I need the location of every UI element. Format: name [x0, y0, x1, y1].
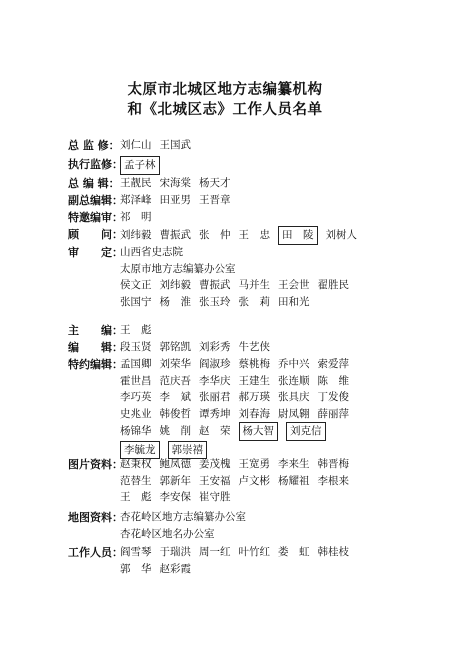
person-name: 索爱萍 — [317, 358, 349, 370]
section-names — [120, 509, 430, 542]
person-name: 孟国卿 — [120, 358, 152, 370]
person-name: 范替生 — [120, 474, 152, 487]
person-name: 李根来 — [317, 474, 349, 487]
person-name: 杨锦华 — [120, 425, 152, 437]
person-name: 王会世 — [278, 279, 310, 291]
person-name: 刘春海 — [238, 407, 270, 420]
person-name: 刘树人 — [325, 229, 357, 241]
person-name: 杨大智 — [239, 422, 279, 441]
name-line — [120, 473, 430, 490]
section-names — [120, 456, 430, 506]
section-names — [120, 156, 430, 175]
section-names — [120, 175, 430, 192]
person-name: 赵秉权 — [120, 458, 152, 470]
staff-section — [68, 226, 430, 245]
name-line — [120, 526, 430, 543]
person-name: 陈 维 — [317, 374, 349, 387]
section-label: 副总编辑： — [68, 194, 123, 207]
person-name: 鲍凤德 — [159, 458, 191, 470]
person-name: 李巧英 — [120, 391, 152, 403]
staff-section — [68, 339, 430, 356]
staff-section — [68, 209, 430, 226]
person-name: 郭 华 — [120, 562, 152, 575]
person-name: 王建生 — [238, 374, 270, 387]
section-label: 地图资料： — [68, 511, 123, 524]
section-names — [120, 244, 430, 310]
person-name: 崔守胜 — [199, 491, 231, 503]
person-name: 侯文正 — [120, 279, 152, 291]
person-name: 尉凤翱 — [278, 407, 310, 420]
document-title-line-1: 太原市北城区地方志编纂机构 — [127, 82, 323, 98]
person-name: 曹振武 — [199, 279, 231, 291]
staff-section — [68, 244, 430, 310]
name-line — [120, 339, 430, 356]
person-name: 赵彩霞 — [159, 562, 191, 575]
person-name: 王宽勇 — [238, 458, 270, 470]
person-name: 翟胜民 — [317, 279, 349, 291]
section-label: 图片资料： — [68, 458, 123, 471]
person-name: 阎淑珍 — [199, 358, 231, 370]
person-name: 张具庆 — [278, 391, 310, 403]
person-name: 宋海棠 — [159, 177, 191, 189]
name-line — [120, 209, 430, 226]
staff-section — [68, 137, 430, 154]
name-line — [120, 261, 430, 278]
person-name: 王国武 — [159, 139, 191, 151]
person-name: 叶竹红 — [238, 546, 270, 558]
person-name: 蔡桃梅 — [238, 358, 270, 370]
person-name: 刘彩秀 — [199, 341, 231, 353]
person-name: 郭新年 — [159, 474, 191, 487]
section-names — [120, 209, 430, 226]
staff-section — [68, 509, 430, 542]
name-line — [120, 389, 430, 406]
person-name: 杨耀祖 — [278, 474, 310, 487]
person-name: 刘纬毅 — [120, 229, 152, 241]
person-name: 范庆吾 — [159, 374, 191, 387]
staff-section — [68, 544, 430, 577]
document-title-line-2: 和《北城区志》工作人员名单 — [127, 102, 323, 118]
person-name: 于瑞洪 — [159, 546, 191, 558]
name-line — [120, 156, 430, 175]
staff-section — [68, 356, 430, 459]
staff-section — [68, 175, 430, 192]
person-name: 张 莉 — [238, 295, 270, 308]
name-line — [120, 509, 430, 526]
section-label: 编 辑： — [68, 341, 123, 354]
section-names — [120, 226, 430, 245]
section-label: 特邀编审： — [68, 211, 123, 224]
person-name: 山西省史志院 — [120, 246, 183, 258]
person-name: 张玉玲 — [199, 295, 231, 308]
person-name: 刘克信 — [286, 422, 326, 441]
person-name: 韩桂枝 — [317, 546, 349, 558]
person-name: 乔中兴 — [278, 358, 310, 370]
person-name: 田亚男 — [159, 194, 191, 206]
person-name: 张 仲 — [199, 229, 231, 241]
name-line — [120, 561, 430, 578]
person-name: 周一红 — [199, 546, 231, 558]
section-label: 工作人员： — [68, 546, 123, 559]
person-name: 杨天才 — [199, 177, 231, 189]
person-name: 韩晋梅 — [317, 458, 349, 470]
person-name: 张连顺 — [278, 374, 310, 387]
name-line — [120, 456, 430, 473]
person-name: 丁发俊 — [317, 391, 349, 403]
section-label: 审 定： — [68, 246, 123, 259]
name-line — [120, 356, 430, 373]
name-line — [120, 373, 430, 390]
section-label: 主 编： — [68, 324, 123, 337]
person-name: 太原市地方志编纂办公室 — [120, 262, 236, 275]
person-name: 牛艺侠 — [238, 341, 270, 353]
person-name: 姜茂槐 — [199, 458, 231, 470]
person-name: 郭铭凯 — [159, 341, 191, 353]
name-line — [120, 277, 430, 294]
name-line — [120, 544, 430, 561]
name-line — [120, 406, 430, 423]
name-line — [120, 137, 430, 154]
person-name: 马并生 — [238, 279, 270, 291]
name-line — [120, 489, 430, 506]
staff-section — [68, 192, 430, 209]
person-name: 郭崇禧 — [168, 441, 208, 460]
person-name: 段玉贤 — [120, 341, 152, 353]
person-name: 杨 淮 — [159, 295, 191, 308]
person-name: 张国宁 — [120, 295, 152, 308]
person-name: 王晋章 — [199, 194, 231, 206]
person-name: 刘荣华 — [159, 358, 191, 370]
name-line — [120, 244, 430, 261]
person-name: 赵 荣 — [199, 425, 231, 437]
name-line — [120, 226, 430, 245]
section-label: 总 监 修： — [68, 139, 120, 152]
name-line — [120, 322, 430, 339]
staff-section — [68, 456, 430, 506]
person-name: 王 彪 — [120, 324, 152, 336]
person-name: 史兆业 — [120, 407, 152, 420]
name-line — [120, 192, 430, 209]
section-label: 特约编辑： — [68, 358, 123, 371]
section-names — [120, 356, 430, 459]
person-name: 李来生 — [278, 458, 310, 470]
person-name: 霍世昌 — [120, 374, 152, 387]
person-name: 曹振武 — [159, 229, 191, 241]
person-name: 娄 虹 — [278, 546, 310, 558]
person-name: 阎雪琴 — [120, 546, 152, 558]
person-name: 卢文彬 — [238, 474, 270, 487]
section-names — [120, 339, 430, 356]
section-label: 总 编 辑： — [68, 177, 120, 190]
person-name: 李华庆 — [199, 374, 231, 387]
person-name: 姚 削 — [159, 425, 191, 437]
staff-section — [68, 156, 430, 175]
section-label: 顾 问： — [68, 228, 123, 241]
person-name: 李 斌 — [159, 391, 191, 403]
person-name: 杏花岭区地方志编纂办公室 — [120, 511, 246, 523]
section-label: 执行监修： — [68, 158, 123, 171]
person-name: 谭秀坤 — [199, 407, 231, 420]
person-name: 刘仁山 — [120, 139, 152, 151]
person-name: 王 彪 — [120, 491, 152, 503]
person-name: 祁 明 — [120, 211, 152, 223]
person-name: 田 陵 — [278, 226, 318, 245]
name-line — [120, 175, 430, 192]
person-name: 张丽君 — [199, 391, 231, 403]
person-name: 王 忠 — [238, 229, 270, 241]
person-name: 王靓民 — [120, 177, 152, 189]
person-name: 郝万瑛 — [238, 391, 270, 403]
person-name: 韩俊哲 — [159, 407, 191, 420]
person-name: 孟子林 — [120, 156, 160, 175]
section-names — [120, 544, 430, 577]
person-name: 王安福 — [199, 474, 231, 487]
section-names — [120, 192, 430, 209]
section-names — [120, 322, 430, 339]
person-name: 李安保 — [159, 491, 191, 503]
name-line — [120, 294, 430, 311]
person-name: 李毓龙 — [120, 441, 160, 460]
person-name: 薛丽萍 — [317, 407, 349, 420]
section-names — [120, 137, 430, 154]
staff-section — [68, 322, 430, 339]
person-name: 田和光 — [278, 295, 310, 308]
person-name: 杏花岭区地名办公室 — [120, 527, 215, 540]
person-name: 刘纬毅 — [159, 279, 191, 291]
person-name: 郑泽峰 — [120, 194, 152, 206]
name-line — [120, 422, 430, 441]
